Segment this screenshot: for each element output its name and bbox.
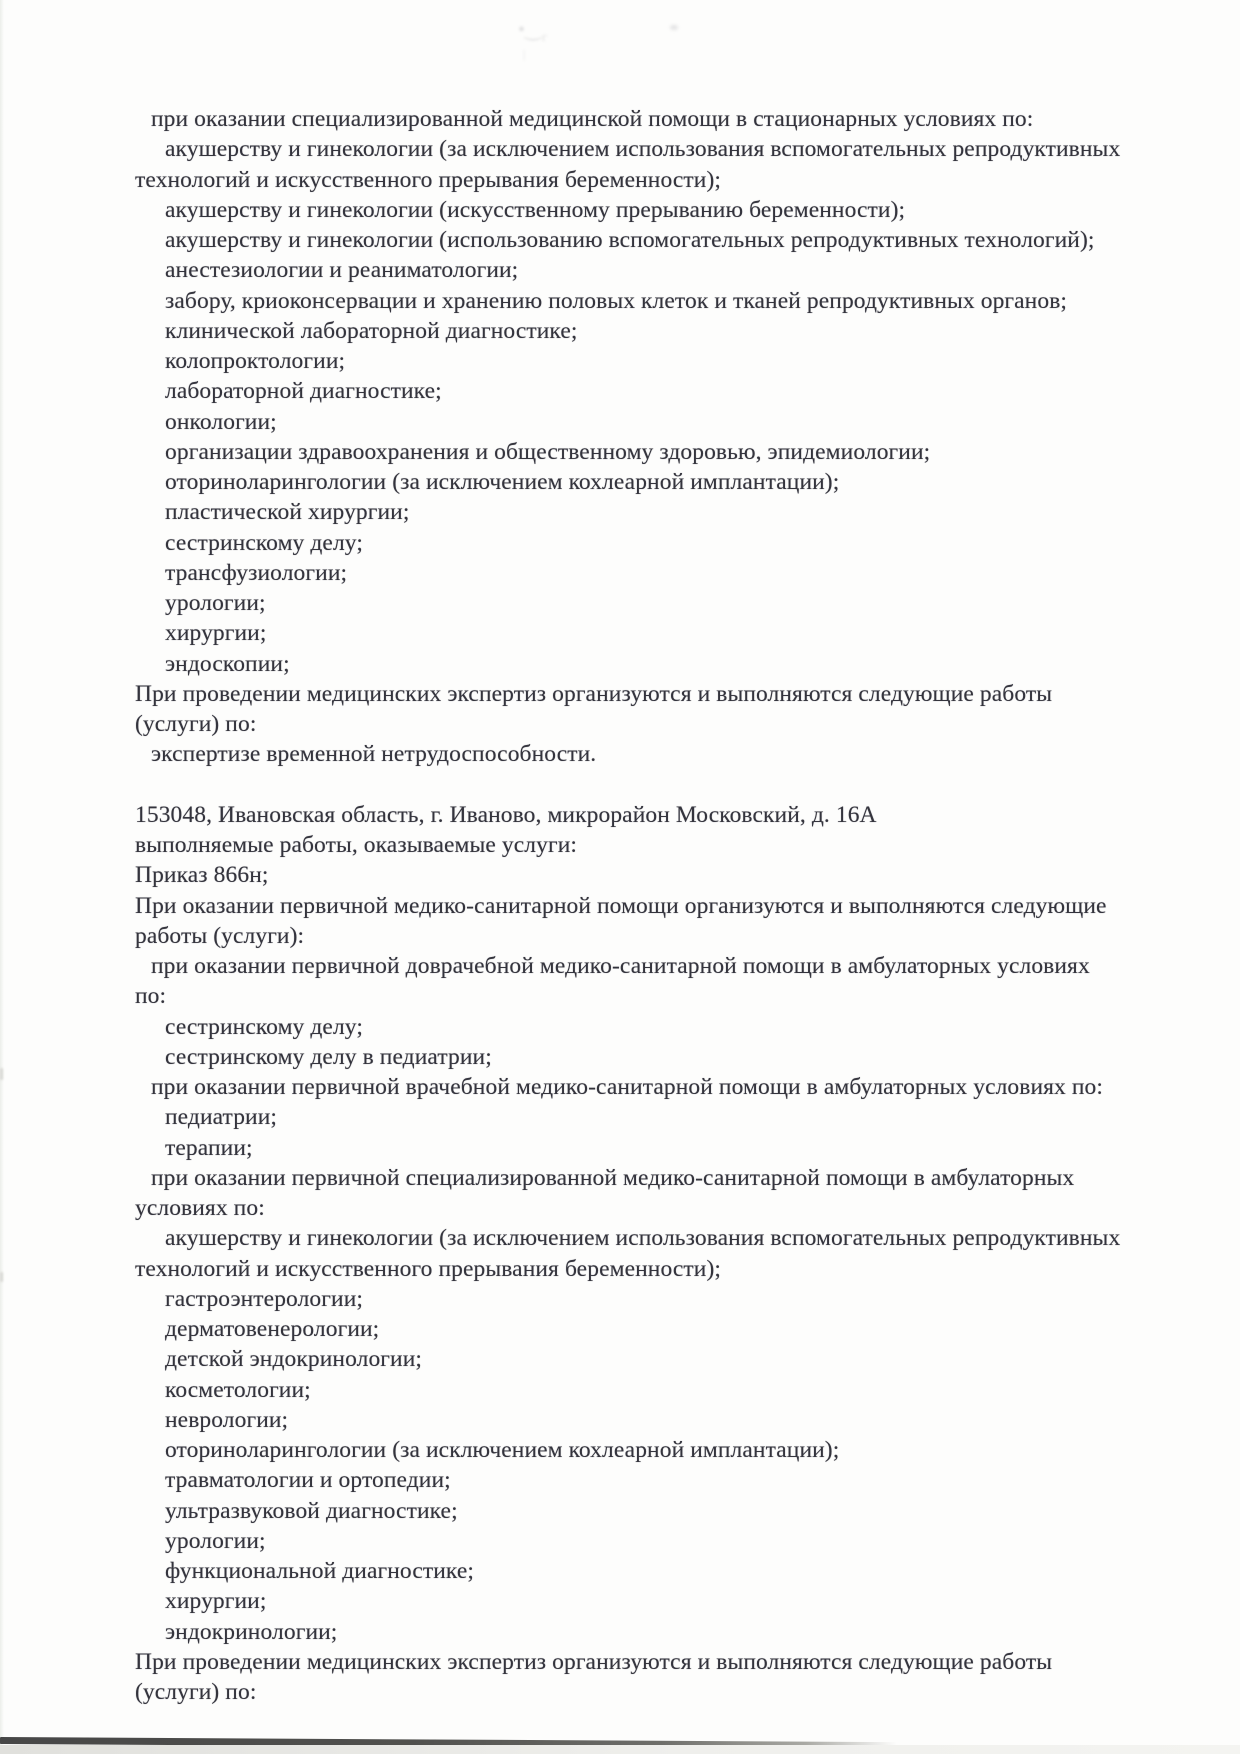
text-line: дерматовенерологии; <box>165 1316 380 1342</box>
scan-smudge: | <box>523 47 526 61</box>
text-line: выполняемые работы, оказываемые услуги: <box>135 832 578 858</box>
text-line: акушерству и гинекологии (искусственному прерыванию беременности); <box>165 196 906 223</box>
text-line: При оказании первичной медико-санитарной помощи организуются и выполняются следующие <box>135 892 1107 919</box>
text-line: хирургии; <box>165 1588 267 1615</box>
text-line: оториноларингологии (за исключением кохлеарной имплантации); <box>165 1437 840 1463</box>
text-line: При проведении медицинских экспертиз организуются и выполняются следующие работы <box>135 1648 1053 1675</box>
text-line: онкологии; <box>165 408 277 435</box>
text-line: травматологии и ортопедии; <box>165 1467 451 1494</box>
text-line: технологий и искусственного прерывания беременности); <box>135 166 722 193</box>
text-line: педиатрии; <box>165 1104 278 1131</box>
text-line: косметологии; <box>165 1376 311 1403</box>
text-line: (услуги) по: <box>135 711 257 737</box>
text-line: сестринскому делу; <box>165 1013 363 1040</box>
text-line: хирургии; <box>165 620 267 647</box>
text-line: сестринскому делу в педиатрии; <box>165 1043 492 1070</box>
text-line: колопроктологии; <box>165 348 346 374</box>
text-line: 153048, Ивановская область, г. Иваново, микрорайон Московский, д. 16А <box>135 801 877 828</box>
text-line: эндоскопии; <box>165 650 290 677</box>
scanner-left-edge-shadow <box>0 0 4 1754</box>
text-line: при оказании первичной доврачебной медико-санитарной помощи в амбулаторных условиях <box>151 953 1090 979</box>
text-line <box>135 770 1147 800</box>
text-line: Приказ 866н; <box>135 862 269 889</box>
scan-speck <box>0 1068 3 1080</box>
text-line: при оказании первичной специализированной медико-санитарной помощи в амбулаторных <box>151 1164 1075 1191</box>
text-line: анестезиологии и реаниматологии; <box>165 257 519 284</box>
text-line: При проведении медицинских экспертиз организуются и выполняются следующие работы <box>135 680 1053 707</box>
text-line: гастроэнтерологии; <box>165 1285 363 1312</box>
text-line: организации здравоохранения и общественному здоровью, эпидемиологии; <box>165 438 931 465</box>
text-line: забору, криоконсервации и хранению половых клеток и тканей репродуктивных органов; <box>165 287 1068 314</box>
text-line: неврологии; <box>165 1406 289 1433</box>
text-line: экспертизе временной нетрудоспособности. <box>151 741 597 768</box>
text-line: акушерству и гинекологии (за исключением использования вспомогательных репродуктивных <box>165 1225 1121 1252</box>
text-line: сестринскому делу; <box>165 529 363 556</box>
text-line: оториноларингологии (за исключением кохлеарной имплантации); <box>165 469 840 495</box>
scan-dot <box>670 25 678 30</box>
text-line: технологий и искусственного прерывания беременности); <box>135 1255 722 1282</box>
text-line: лабораторной диагностике; <box>165 378 442 405</box>
text-line: клинической лабораторной диагностике; <box>165 317 578 344</box>
text-line: урологии; <box>165 1527 266 1554</box>
text-line: работы (услуги): <box>135 922 305 949</box>
scan-smudge: •‿ <box>518 19 542 41</box>
text-line: при оказании первичной врачебной медико-санитарной помощи в амбулаторных условиях по: <box>151 1074 1104 1100</box>
text-line: (услуги) по: <box>135 1679 257 1705</box>
text-line: урологии; <box>165 590 266 616</box>
text-line: трансфузиологии; <box>165 559 348 586</box>
text-line: ультразвуковой диагностике; <box>165 1497 458 1524</box>
scanner-bottom-strip <box>0 1745 1240 1754</box>
scan-smudge: г <box>542 29 548 44</box>
text-block <box>135 104 1147 1707</box>
text-line: акушерству и гинекологии (за исключением использования вспомогательных репродуктивных <box>165 136 1121 163</box>
text-line: акушерству и гинекологии (использованию вспомогательных репродуктивных технологий); <box>165 227 1095 253</box>
text-line: терапии; <box>165 1134 253 1161</box>
text-line: при оказании специализированной медицинской помощи в стационарных условиях по: <box>151 106 1034 132</box>
text-line: пластической хирургии; <box>165 499 410 526</box>
text-line: детской эндокринологии; <box>165 1346 423 1373</box>
text-line: функциональной диагностике; <box>165 1558 475 1584</box>
text-line: условиях по: <box>135 1195 265 1221</box>
scan-speck <box>0 1272 3 1282</box>
text-line: эндокринологии; <box>165 1618 338 1645</box>
text-line: по: <box>135 983 167 1010</box>
